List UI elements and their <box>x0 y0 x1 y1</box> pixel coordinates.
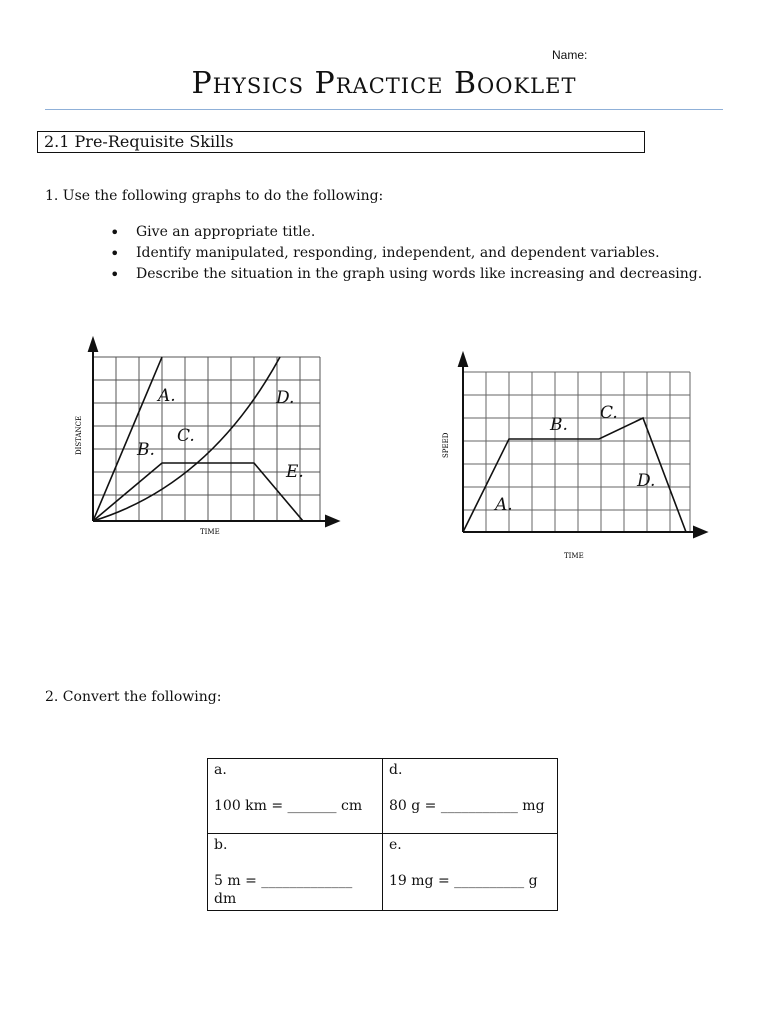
y-axis-label: SPEED <box>442 432 450 458</box>
cell-letter: b. <box>214 837 228 853</box>
table-cell <box>208 834 383 911</box>
x-axis-label: TIME <box>564 552 584 560</box>
y-axis-label: DISTANCE <box>75 415 83 455</box>
label-d: D. <box>637 471 656 491</box>
title-divider <box>45 109 723 110</box>
cell-text: 5 m = _____________ dm <box>214 873 353 907</box>
graph-lines <box>93 357 303 521</box>
cell-letter: a. <box>214 762 227 778</box>
x-axis-label: TIME <box>200 528 220 536</box>
label-c: C. <box>177 426 195 446</box>
label-b: B. <box>550 415 568 435</box>
bullet-item: • Describe the situation in the graph using words like increasing and decreasing. <box>110 264 710 285</box>
cell-letter: e. <box>389 837 402 853</box>
label-d: D. <box>276 388 295 408</box>
question-2-prompt: 2. Convert the following: <box>45 689 222 705</box>
label-e: E. <box>286 462 304 482</box>
page-title: Physics Practice Booklet <box>191 66 577 101</box>
cell-text: 80 g = ___________ mg <box>389 798 545 814</box>
table-cell <box>383 834 558 911</box>
axes <box>89 339 338 526</box>
question-1-prompt: 1. Use the following graphs to do the following: <box>45 188 384 204</box>
bullet-item: • Identify manipulated, responding, independent, and dependent variables. <box>110 243 710 264</box>
distance-time-graph <box>70 335 345 545</box>
bullet-item: • Give an appropriate title. <box>110 222 710 243</box>
table-cell <box>208 759 383 834</box>
question-1-bullets <box>110 222 710 285</box>
label-b: B. <box>137 440 155 460</box>
speed-time-graph <box>428 350 713 570</box>
label-a: A. <box>495 495 513 515</box>
table-row <box>208 759 558 834</box>
cell-letter: d. <box>389 762 403 778</box>
table-cell <box>383 759 558 834</box>
section-heading: 2.1 Pre-Requisite Skills <box>37 131 645 153</box>
name-label: Name: <box>552 48 588 62</box>
table-row <box>208 834 558 911</box>
label-c: C. <box>600 403 618 423</box>
cell-text: 100 km = _______ cm <box>214 798 363 814</box>
label-a: A. <box>158 386 176 406</box>
cell-text: 19 mg = __________ g <box>389 873 538 889</box>
conversion-table <box>207 758 558 911</box>
